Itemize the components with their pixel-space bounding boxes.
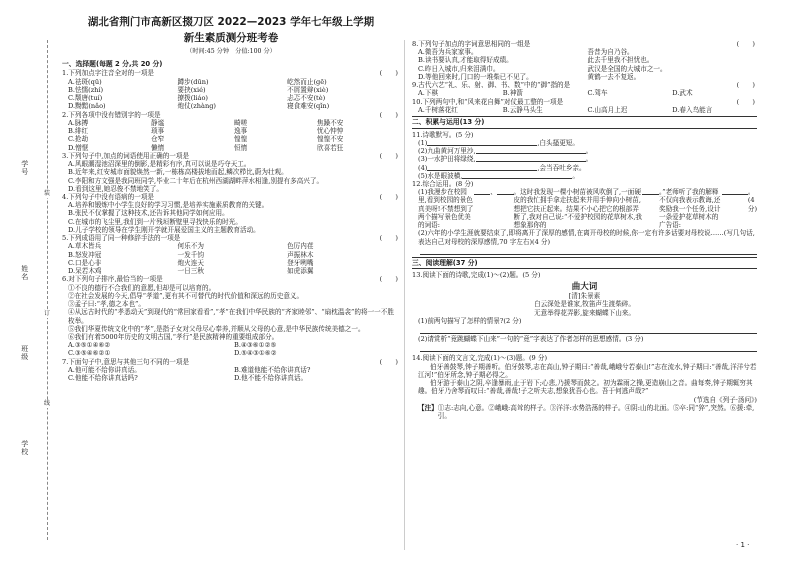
- question-stem: 3.下列句子中,加点的词语使用正确的一项是 ( ): [62, 151, 398, 160]
- question-stem: 14.阅读下面的文言文,完成(1)～(3)题。(9 分): [412, 354, 548, 363]
- poem-title: 曲大词: [571, 281, 598, 292]
- answer-line[interactable]: [420, 326, 757, 334]
- classical-passage: 伯牙善鼓琴,钟子期善听。伯牙鼓琴,志在高山,钟子期曰:“善哉,峨峨兮若泰山!”志在流水,钟子期曰:“善哉,洋洋兮若江河!”伯牙所念,钟子期必得之。: [418, 362, 757, 379]
- option-a: A.培养和锻炼中小学生良好的学习习惯,是培养实施素质教育的关键。: [68, 201, 269, 210]
- section-heading: 二、积累与运用(13 分): [412, 116, 757, 128]
- title-line-1: 湖北省荆门市高新区掇刀区 2022—2023 学年七年级上学期: [87, 16, 375, 28]
- passage: (2)六年的小学生涯就要结束了,即将离开了深厚的感情,在离开母校的时候,你一定有许多话要对母校说……(写几句话,表达自己对母校的深厚感情,70 字左右)(4 分): [418, 229, 755, 246]
- question-stem: 2.下列各项中没有错别字的一项是 ( ): [62, 110, 398, 119]
- option-a: A.风眼潮湿池沼深里的倒影,是精彩有序,真可以说是巧夺天工。: [68, 160, 251, 169]
- option-d: D.看到这里,她忍俊不禁地笑了。: [68, 184, 163, 193]
- question-stem: 13.阅读下面的诗歌,完成(1)～(2)题。(5 分): [412, 271, 541, 280]
- section-heading: 一、选择题(每题 2 分,共 20 分): [62, 60, 163, 68]
- question-stem: 5.下列成语用了同一种修辞手法的一项是 ( ): [62, 234, 398, 243]
- question-stem: 11.诗歌默写。(5 分): [412, 130, 474, 139]
- poem: [412, 282, 757, 317]
- option-c: C.李阳和方文强是我同班同学,毕业二十年后在杭州西湖湖畔萍水相逢,别提有多高兴了。: [68, 176, 324, 185]
- question-stem: 9.古代六艺“礼、乐、射、御、书、数”中的“御”指的是 ( ): [412, 81, 755, 90]
- exam-subtitle: （时间:45 分钟 分值:100 分）: [186, 48, 276, 55]
- section-heading: 三、阅读理解(37 分): [412, 257, 757, 269]
- option-b: B.近年来,红安城市面貌焕然一新,一栋栋高楼拔地而起,鳞次栉比,蔚为壮观。: [68, 168, 288, 177]
- sentence-line: ⑥我们有着5000年历史的文明古国,“孝行”是民族精神的重要组成部分。: [68, 332, 279, 341]
- page-number: · 1 ·: [736, 541, 750, 549]
- sentence-line: ③孟子曰:“孝,德之本也”。: [68, 300, 145, 309]
- passage: (1)我漫步在校园里,看到校园的景色真美呀!不禁想到了两个描写景色优美的词语: 、 。这时我发现一棵小树苗被风吹倒了,一面硬皮的我忙拥手拿走扶起来并用手伸向小树苗,想把它扶正起来。结果不小心把它的根部弄断了,我对自己说:“不爱护校园的花草树木,我想象那你的 。”老师听了我的解释不仅向我表示教诲,还奖励我一个任务,设计一条爱护花草树木的广告语: 。(4 分): [418, 188, 758, 230]
- question-stem: 7.下面句子中,意思与其他三句不同的一项是 ( ): [62, 357, 398, 366]
- question-stem: 1.下列加点字注音全对的一项是 ( ): [62, 69, 398, 78]
- answer-blank[interactable]: [722, 188, 748, 195]
- answer-blank[interactable]: [476, 155, 586, 162]
- sentence-line: ①不良的德行不合我们的意愿,但却是可以培育的。: [68, 283, 216, 292]
- left-column: 一、选择题(每题 2 分,共 20 分) 1.下列加点字注音全对的一项是 ( ) A.祛斑(qū) 蹲步(dūn) 屹然而止(gē) B.怯懦(zhí) 要挟(xié) 不屑置辩(xiè) C.颓唐(tuí) 撩拨(liáo) 忐忑不安(tè) D.黝黯(nǎo) 炮仗(zhàng) 寝食难安(qǐn) 2.下列各项中没有错别字的一项是 ( ) A.脉搏 静谧 畸嗟 焦躁不安 B.绯红 琐事 逸事 忧心忡忡 C.抢劫 仓窄 惶惶 惶惶不安 D.憎惬 懒惰 恒惰 欣喜若狂 3.下列句子中,加点的词语使用正确的一项是 ( ) A.风眼潮湿池沼深里的倒影,是精彩有序,真可以说是巧夺天工。 B.近年来,红安城市面貌焕然一新,一栋栋高楼拔地而起,鳞次栉比,蔚为壮观。 C.李阳和方文强是我同班同学,毕业二十年后在杭州西湖湖畔萍水相逢,别提有多高兴了。 D.看到这里,她忍俊不禁地笑了。 4.下列句子中没有语病的一项是 ( ) A.培养和锻炼中小学生良好的学习习惯,是培养实施素质教育的关键。 B.张民不仅掌握了这种技术,还告诉其他同学如何应用。 C.在城市的飞尘里,我们到一片残垣断壁里寻找快乐的时光。 D.儿子学校的领导在学生刚开学就开展爱国主义的主题教育活动。 5.下列成语用了同一种修辞手法的一项是 ( ) A.草木皆兵 何乐不为 色厉内荏 B.怒发冲冠 一发千钧 声振林木 C.口是心非 炮火连天 登牙咧嘴 D.呆若木鸡 一日三秋 如虎添翼 6.对下列句子排序,最恰当的一项是 ( ) ①不良的德行不合我们的意愿,但却是可以培育的。 ②在社会发展的今天,倡导“孝道”,更有其不可替代的时代价值和深远的历史意义。 ③孟子曰:“孝,德之本也”。 ④从远古时代的“孝悉动天”到现代的“常回家看看”,“孝”在我们中华民族的“齐家睦邻”、“扇枕温衾”的将一一不胜枚举。 ⑤我们华夏传统文化中的“孝”,是指子女对父母尽心奉养,并顺从父母的心意,是中华民族传统美德之一。 ⑥我们有着5000年历史的文明古国,“孝行”是民族精神的重要组成部分。 A.③⑤①④⑥② B.④③⑥①②⑤ C.③⑤④⑥②① D.⑤④③①⑥② 7.下面句子中,意思与其他三句不同的一项是 ( ) A.他可能不给你讲真话。 B.难道他能不给你讲真话? C.他能不给你讲真话吗? D.他不能不给你讲真话。: [62, 60, 398, 383]
- sentence-line: ②在社会发展的今天,倡导“孝道”,更有其不可替代的时代价值和深远的历史意义。: [68, 291, 304, 300]
- poem-line: 无意举得花弄影,旋来蝴蝶下山来。: [533, 308, 635, 317]
- sentence-line: ④从远古时代的“孝悉动天”到现代的“常回家看看”,“孝”在我们中华民族的“齐家睦邻”、“扇枕温衾”的将一一不胜枚举。: [68, 308, 394, 325]
- sentence-line: ⑤我们华夏传统文化中的“孝”,是指子女对父母尽心奉养,并顺从父母的心意,是中华民族传统美德之一。: [68, 324, 365, 333]
- binding-margin: [0, 0, 58, 565]
- binding-cut-mark: 订: [44, 310, 51, 317]
- binding-dashed-line: [47, 40, 48, 540]
- answer-blank[interactable]: [427, 139, 537, 146]
- class-label: 班级: [20, 345, 29, 361]
- student-id-label: 学号: [20, 160, 29, 176]
- school-label: 学校: [20, 440, 29, 456]
- answer-blank[interactable]: [497, 188, 514, 195]
- option-c: C.在城市的飞尘里,我们到一片残垣断壁里寻找快乐的时光。: [68, 217, 242, 226]
- answer-blank[interactable]: [474, 188, 491, 195]
- answer-blank[interactable]: [427, 164, 537, 171]
- answer-blank[interactable]: [476, 147, 586, 154]
- classical-passage: 伯牙游于泰山之阴,卒逢暴雨,止于岩下;心悲,乃援琴而鼓之。初为霖雨之操,更造崩山之音。曲每奏,钟子期辄穷其趣。伯牙乃舍琴而叹曰:“善哉,善哉!子之听夫志,想象犹吾心也。吾于何逃声哉?”: [418, 379, 753, 396]
- title-line-2: 新生素质测分班考卷: [183, 32, 279, 45]
- column-divider: [404, 40, 405, 550]
- answer-blank[interactable]: [462, 172, 572, 179]
- sub-question: (2)请赏析“竟跳蝴蝶下山来”一句的“竟”字表达了作者怎样的思想感情。(3 分): [418, 335, 644, 344]
- right-column: 8.下列句子加点的字词意思相同的一组是 ( ) A.微吾为兵家家事。 吾昔为自乃谷。 B.读书要认真,才能取得好成绩。 此去千里我不担忧也。 C.昨日入城市,归来泪满巾。 武汉是全国的大城市之一。 D.等他回来时,门口的一堆柴已不见了。 黄鹤一去不复返。 9.古代六艺“礼、乐、射、御、书、数”中的“御”指的是 ( ) A.下棋 B.神箭 C.驾车 D.武术 10.下列两句中,和“风来花自舞”对仗最工整的一项是 ( ) A.千树落花红 B.云静马头生 C.山高月上迟 D.春入鸟能言 二、积累与运用(13 分) 11.诗歌默写。(5 分) (1) ,白头搔更短。 (2)九曲黄河万里沙, 。 (3)一水护田将绿绕, 。 (4) ,会当吞吐乡亲。 (5)水是眼波横, 。 12.综合运用。(8 分) (1)我漫步在校园里,看到校园的景色真美呀!不禁想到了两个描写景色优美的词语: 、 。这时我发现一棵小树苗被风吹倒了,一面硬皮的我忙拥手拿走扶起来并用手伸向小树苗,想把它扶正起来。结果不小心把它的根部弄断了,我对自己说:“不爱护校园的花草树木,我想象那你的 。”老师听了我的解释不仅向我表示教诲,还奖励我一个任务,设计一条爱护花草树木的广告语: 。(4 分) (2)六年的小学生涯就要结束了,即将离开了深厚的感情,在离开母校的时候,你一定有许多话要对母校说……(写几句话,表达自己对母校的深厚感情,70 字左右)(4 分) 三、阅读理解(37 分) 13.阅读下面的诗歌,完成(1)～(2)题。(5 分) 曲大词 [清]朱景素 白云深处是谁家,牧笛声生渡柴碎。 无意举得花弄影,旋来蝴蝶下山来。 (1)前两句描写了怎样的情景?(2 分) (2)请赏析“竟跳蝴蝶下山来”一句的“竟”字表达了作者怎样的思想感情。(3 分) 14.阅读下面的文言文,完成(1)～(3)题。(9 分) 伯牙善鼓琴,钟子期善听。伯牙鼓琴,志在高山,钟子期曰:“善哉,峨峨兮若泰山!”志在流水,钟子期曰:“善哉,洋洋兮若江河!”伯牙所念,钟子期必得之。 伯牙游于泰山之阴,卒逢暴雨,止于岩下;心悲,乃援琴而鼓之。初为霖雨之操,更造崩山之音。曲每奏,钟子期辄穷其趣。伯牙乃舍琴而叹曰:“善哉,善哉!子之听夫志,想象犹吾心也。吾于何逃声哉?” (节选自《列子·汤问》) 【注】 ①志:志向,心意。②峨峨:高耸的样子。③洋洋:水势浩荡的样子。④阴:山的北面。⑤卒:同“猝”,突然。⑥援:牵,引。: [412, 40, 758, 421]
- binding-cut-mark: 装: [44, 190, 51, 197]
- answer-line[interactable]: [420, 344, 757, 352]
- question-stem: 12.综合运用。(8 分): [412, 180, 474, 188]
- exam-title: [62, 14, 400, 47]
- sub-question: (1)前两句描写了怎样的情景?(2 分): [418, 316, 522, 325]
- annotation: 【注】 ①志:志向,心意。②峨峨:高耸的样子。③洋洋:水势浩荡的样子。④阴:山的北面。⑤卒:同“猝”,突然。⑥援:牵,引。: [418, 403, 755, 421]
- passage-source: (节选自《列子·汤问》): [693, 395, 757, 404]
- question-stem: 8.下列句子加点的字词意思相同的一组是 ( ): [412, 40, 755, 48]
- question-stem: 6.对下列句子排序,最恰当的一项是 ( ): [62, 275, 398, 284]
- binding-cut-mark: 线: [44, 400, 51, 407]
- poem-author: [清]朱景素: [568, 292, 601, 301]
- option-d: D.儿子学校的领导在学生刚开学就开展爱国主义的主题教育活动。: [68, 225, 260, 234]
- answer-line[interactable]: [420, 247, 757, 255]
- answer-blank[interactable]: [642, 188, 659, 195]
- option-b: B.张民不仅掌握了这种技术,还告诉其他同学如何应用。: [68, 209, 229, 218]
- name-label: 姓名: [20, 265, 29, 281]
- question-stem: 10.下列两句中,和“风来花自舞”对仗最工整的一项是 ( ): [412, 97, 755, 106]
- poem-line: 白云深处是谁家,牧笛声生渡柴碎。: [533, 300, 635, 309]
- question-stem: 4.下列句子中没有语病的一项是 ( ): [62, 193, 398, 201]
